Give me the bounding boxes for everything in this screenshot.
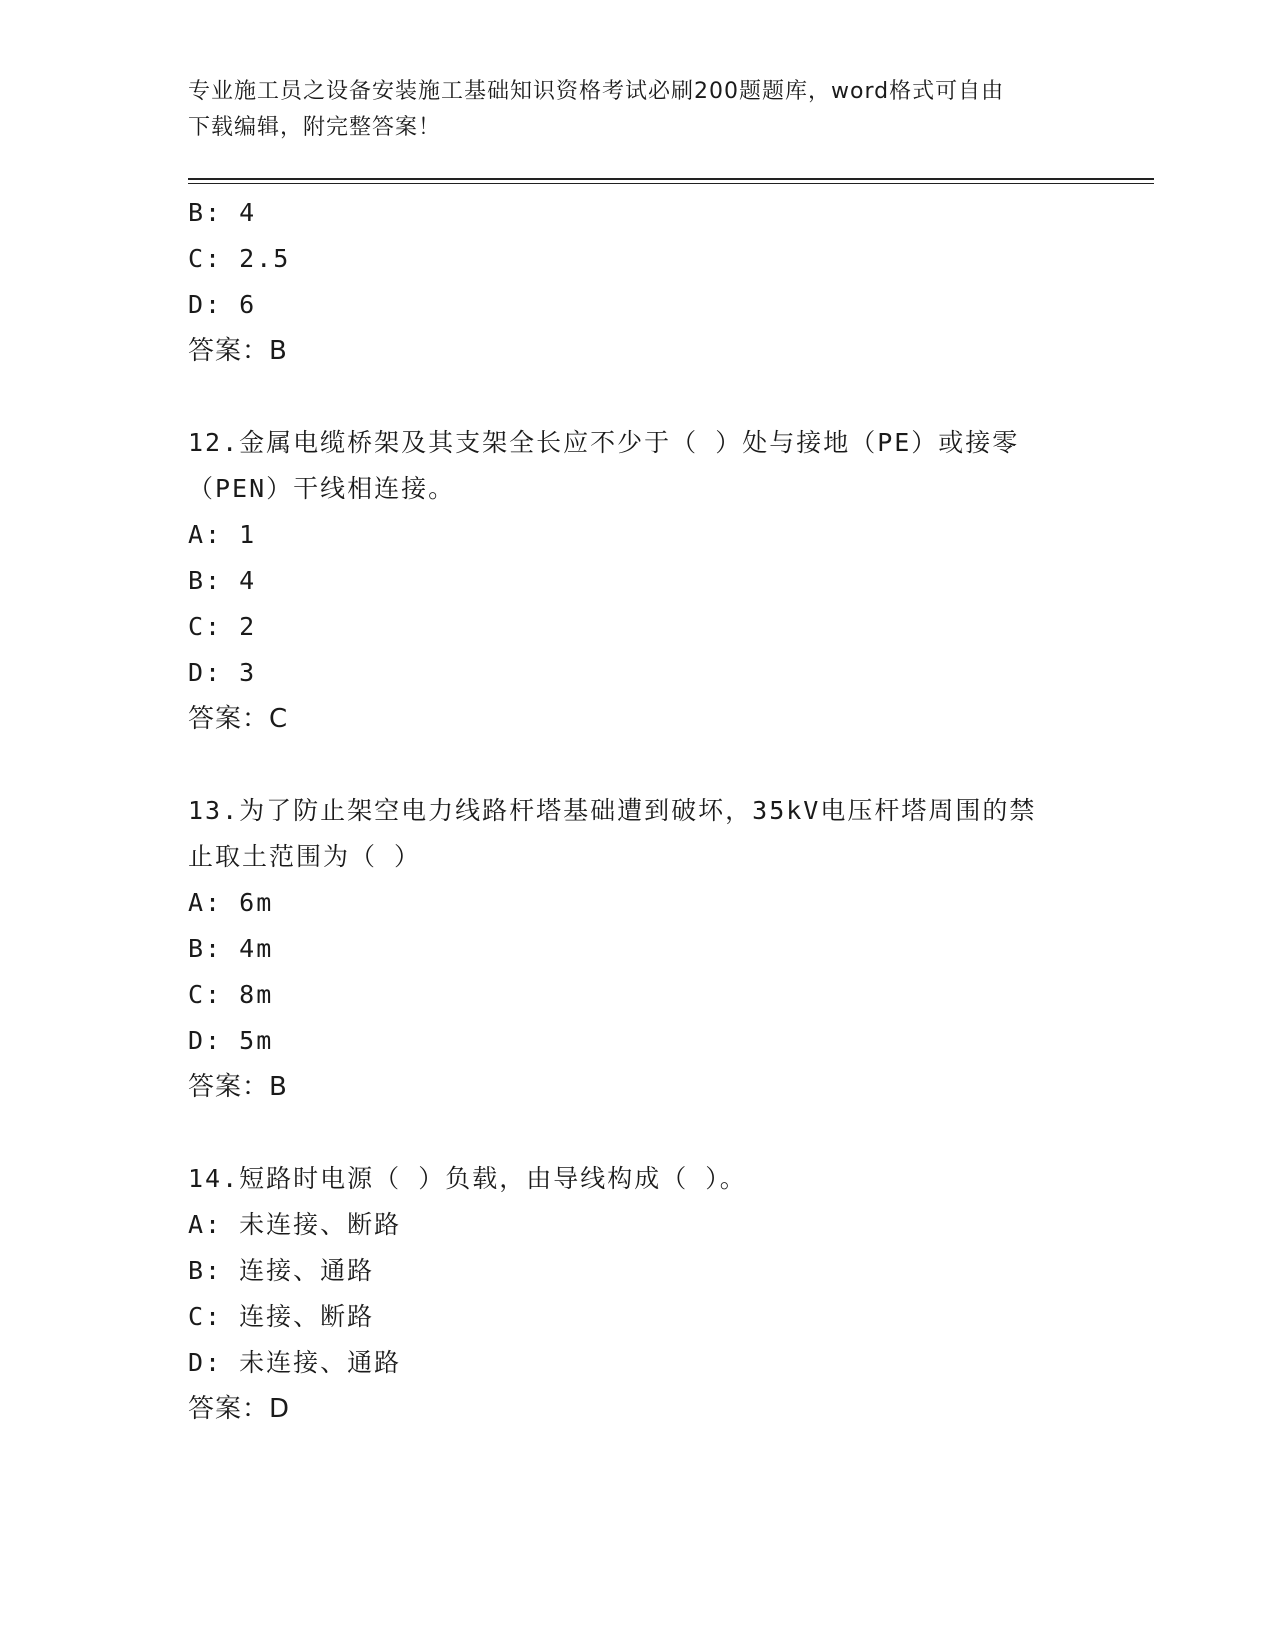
option-d: D: 5m	[188, 1026, 274, 1055]
question-text	[188, 788, 1068, 880]
option-d: D: 未连接、通路	[188, 1348, 402, 1377]
answer-line: 答案：C	[188, 704, 289, 734]
question-line-1: 12.金属电缆桥架及其支架全长应不少于（ ）处与接地（PE）或接零	[188, 428, 1020, 457]
question-text	[188, 1156, 1068, 1202]
option-c: C: 2	[188, 612, 257, 641]
option-b: B: 连接、通路	[188, 1256, 375, 1285]
header-line-2: 下载编辑，附完整答案！	[188, 115, 442, 140]
question-block-12	[188, 420, 1088, 742]
option-a: A: 6m	[188, 888, 274, 917]
option-a: A: 1	[188, 520, 257, 549]
question-block-14	[188, 1156, 1088, 1432]
option-d: D: 3	[188, 658, 257, 687]
question-line-2: （PEN）干线相连接。	[188, 474, 456, 503]
question-block-13	[188, 788, 1088, 1110]
answer-line: 答案：B	[188, 1072, 288, 1102]
spacer	[188, 1110, 1088, 1156]
question-block-11	[188, 190, 1088, 374]
answer-line: 答案：D	[188, 1394, 291, 1424]
question-line-2: 止取土范围为（ ）	[188, 842, 422, 871]
question-text	[188, 420, 1068, 512]
question-line-1: 14.短路时电源（ ）负载，由导线构成（ ）。	[188, 1164, 747, 1193]
option-b: B: 4	[188, 566, 257, 595]
document-header	[188, 74, 1088, 146]
spacer	[188, 374, 1088, 420]
header-divider-thin	[188, 183, 1154, 184]
option-c: C: 2.5	[188, 244, 291, 273]
option-c: C: 8m	[188, 980, 274, 1009]
question-line-1: 13.为了防止架空电力线路杆塔基础遭到破坏，35kV电压杆塔周围的禁	[188, 796, 1037, 825]
option-b: B: 4	[188, 198, 257, 227]
header-divider-thick	[188, 178, 1154, 180]
header-line-1: 专业施工员之设备安装施工基础知识资格考试必刷200题题库，word格式可自由	[188, 79, 1005, 104]
question-list	[188, 190, 1088, 1432]
option-d: D: 6	[188, 290, 257, 319]
option-b: B: 4m	[188, 934, 274, 963]
spacer	[188, 742, 1088, 788]
answer-line: 答案：B	[188, 336, 288, 366]
option-a: A: 未连接、断路	[188, 1210, 402, 1239]
option-c: C: 连接、断路	[188, 1302, 375, 1331]
